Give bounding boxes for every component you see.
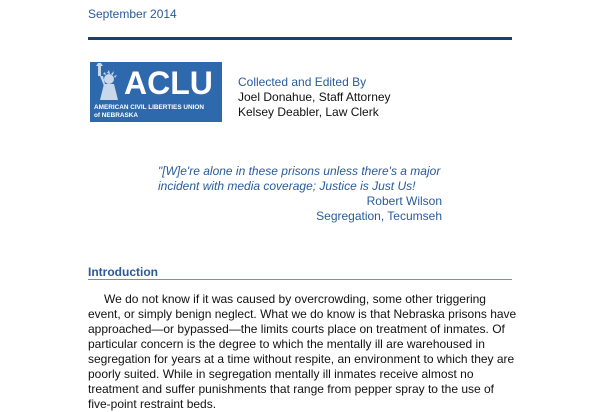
editor-name: Joel Donahue, Staff Attorney [238,90,391,104]
paragraph-line: event, or simply benign neglect. What we do know is that Nebraska prisons have [88,307,517,321]
logo-org-name: AMERICAN CIVIL LIBERTIES UNION [94,104,204,111]
paragraph-line: particular concern is the degree to which the mentally ill are warehoused in [88,337,485,351]
paragraph-line: segregation for years at a time without respite, an environment to which they are [88,352,515,366]
editor-name: Kelsey Deabler, Law Clerk [238,105,379,119]
paragraph-line: approached—or bypassed—the limits courts place on treatment of inmates. Of [88,322,505,336]
section-divider [88,279,512,280]
logo-acronym: ACLU [124,65,213,101]
section-heading: Introduction [88,265,158,279]
pull-quote [158,164,442,224]
paragraph-line: five-point restraint beds. [88,397,217,411]
aclu-nebraska-logo [90,62,222,122]
editor-credits [238,75,391,120]
header-divider [88,37,512,40]
credits-heading: Collected and Edited By [238,75,367,89]
report-date: September 2014 [88,7,177,21]
quote-location: Segregation, Tecumseh [316,209,442,223]
paragraph-line: treatment and suffer punishments that range from pepper spray to the use of [88,382,495,396]
paragraph-line: We do not know if it was caused by overcrowding, some other triggering [104,292,486,306]
quote-author: Robert Wilson [366,194,442,208]
introduction-paragraph [88,292,520,412]
paragraph-line: poorly suited. While in segregation mentally ill inmates receive almost no [88,367,474,381]
quote-line: incident with media coverage; Justice is Just Us! [158,179,416,193]
logo-org-state: of NEBRASKA [94,112,139,119]
quote-line: "[W]e're alone in these prisons unless there's a major [158,164,441,178]
